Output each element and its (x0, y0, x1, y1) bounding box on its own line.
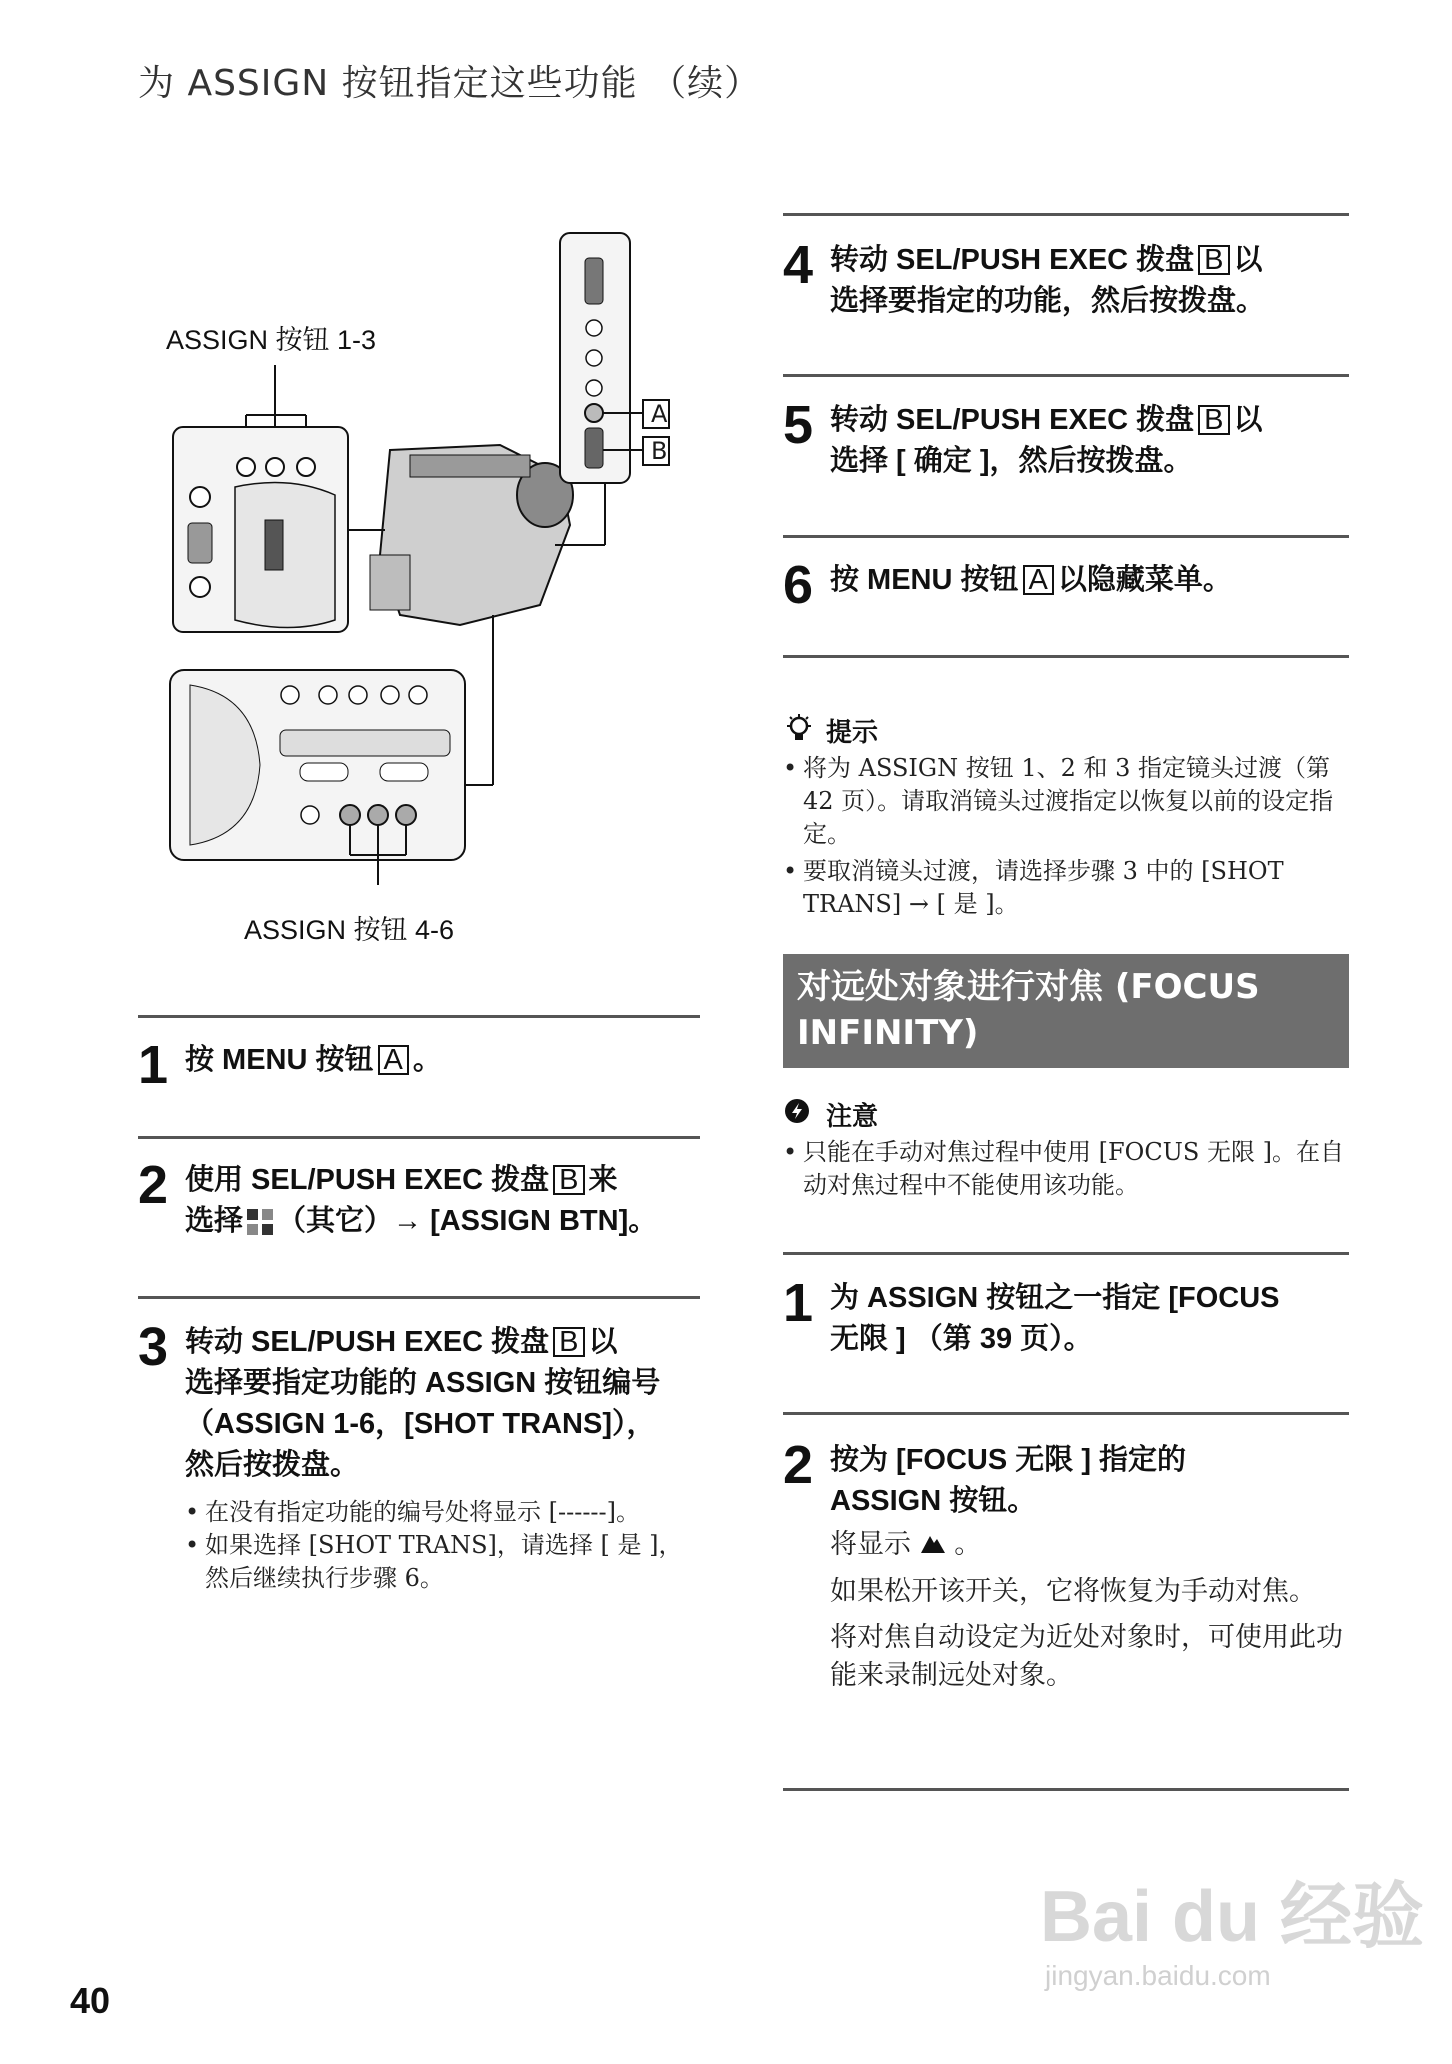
divider (783, 1788, 1349, 1791)
step-number: 4 (783, 235, 814, 295)
section-heading: 对远处对象进行对焦 (FOCUS INFINITY) (783, 954, 1349, 1068)
step-text: 按 MENU 按钮 (185, 1044, 374, 1076)
step-text: 选择 [ 确定 ]，然后按拨盘。 (830, 445, 1193, 477)
step-text: 将对焦自动设定为近处对象时，可使用此功能来录制远处对象。 (830, 1621, 1343, 1691)
step-number: 3 (138, 1317, 169, 1377)
step-text: 无限 ] （第 39 页）。 (830, 1323, 1093, 1355)
list-item: • 要取消镜头过渡，请选择步骤 3 中的 [SHOT TRANS] → [ 是 ]。 (783, 855, 1349, 921)
step-text: 以 (588, 1326, 618, 1358)
tip-title: 提示 (826, 718, 879, 748)
assign-buttons-4-6-label: ASSIGN 按钮 4-6 (244, 915, 455, 945)
step-number: 5 (783, 395, 814, 455)
tip-list (783, 752, 1349, 921)
page-number: 40 (70, 1980, 111, 2021)
assign-buttons-1-3-label: ASSIGN 按钮 1-3 (166, 325, 377, 355)
divider (138, 1015, 700, 1018)
divider (783, 213, 1349, 216)
dial-b-box: B (1198, 405, 1229, 435)
step-text: （其它）→ [ASSIGN BTN]。 (277, 1205, 658, 1237)
step-text: 然后按拨盘。 (185, 1449, 360, 1481)
step-text: ASSIGN 按钮。 (830, 1485, 1037, 1517)
step-text: 转动 SEL/PUSH EXEC 拨盘 (830, 244, 1195, 276)
divider (783, 535, 1349, 538)
dial-b-box: B (1198, 245, 1229, 275)
list-item: • 将为 ASSIGN 按钮 1、2 和 3 指定镜头过渡（第 42 页）。请取消镜头过渡指定以恢复以前的设定指定。 (783, 752, 1349, 851)
button-a-box: A (1023, 565, 1054, 595)
step-number: 2 (138, 1155, 169, 1215)
step-text: 如果松开该开关，它将恢复为手动对焦。 (830, 1575, 1316, 1607)
step-number: 6 (783, 555, 814, 615)
step-text: 将显示 (830, 1529, 911, 1560)
divider (138, 1296, 700, 1299)
divider (783, 655, 1349, 658)
step-3-notes (185, 1496, 685, 1595)
step-text: 选择要指定的功能，然后按拨盘。 (830, 285, 1266, 317)
step-text: 选择 (185, 1205, 244, 1237)
button-a-box: A (378, 1045, 409, 1075)
step-text: 为 ASSIGN 按钮之一指定 [FOCUS (830, 1282, 1280, 1314)
list-item: • 如果选择 [SHOT TRANS]，请选择 [ 是 ]，然后继续执行步骤 6。 (185, 1529, 685, 1595)
callout-a: A (651, 400, 668, 428)
caution-icon (784, 1098, 810, 1124)
watermark-url: jingyan.baidu.com (1045, 1960, 1271, 1991)
dial-b-box: B (553, 1327, 584, 1357)
step-text: 以隐藏菜单。 (1057, 564, 1232, 596)
dial-b-box: B (553, 1165, 584, 1195)
note-list (783, 1136, 1349, 1202)
callout-b: B (651, 437, 668, 465)
list-item: • 只能在手动对焦过程中使用 [FOCUS 无限 ]。在自动对焦过程中不能使用该功能。 (783, 1136, 1349, 1202)
step-text: 按为 [FOCUS 无限 ] 指定的 (830, 1444, 1187, 1476)
step-text: 。 (954, 1529, 982, 1560)
step-text: 。 (412, 1044, 442, 1076)
step-text: 转动 SEL/PUSH EXEC 拨盘 (185, 1326, 550, 1358)
watermark-logo: Bai du 经验 (1040, 1877, 1425, 1957)
step-text: 来 (588, 1164, 618, 1196)
step-number: 2 (783, 1435, 814, 1495)
list-item: • 在没有指定功能的编号处将显示 [------]。 (185, 1496, 685, 1529)
step-text: 转动 SEL/PUSH EXEC 拨盘 (830, 404, 1195, 436)
mountain-icon (920, 1527, 946, 1565)
step-number: 1 (783, 1273, 814, 1333)
step-text: 使用 SEL/PUSH EXEC 拨盘 (185, 1164, 550, 1196)
divider (783, 1252, 1349, 1255)
step-number: 1 (138, 1035, 169, 1095)
lightbulb-icon (785, 713, 817, 745)
divider (783, 1412, 1349, 1415)
step-text: 以 (1233, 404, 1263, 436)
step-text: 选择要指定功能的 ASSIGN 按钮编号 (185, 1367, 661, 1399)
other-icon (247, 1209, 273, 1235)
divider (138, 1136, 700, 1139)
note-title: 注意 (826, 1102, 879, 1132)
step-text: 按 MENU 按钮 (830, 564, 1019, 596)
step-text: （ASSIGN 1-6，[SHOT TRANS]）， (185, 1408, 656, 1440)
page-header: 为 ASSIGN 按钮指定这些功能 （续） (138, 63, 762, 104)
step-text: 以 (1233, 244, 1263, 276)
divider (783, 374, 1349, 377)
